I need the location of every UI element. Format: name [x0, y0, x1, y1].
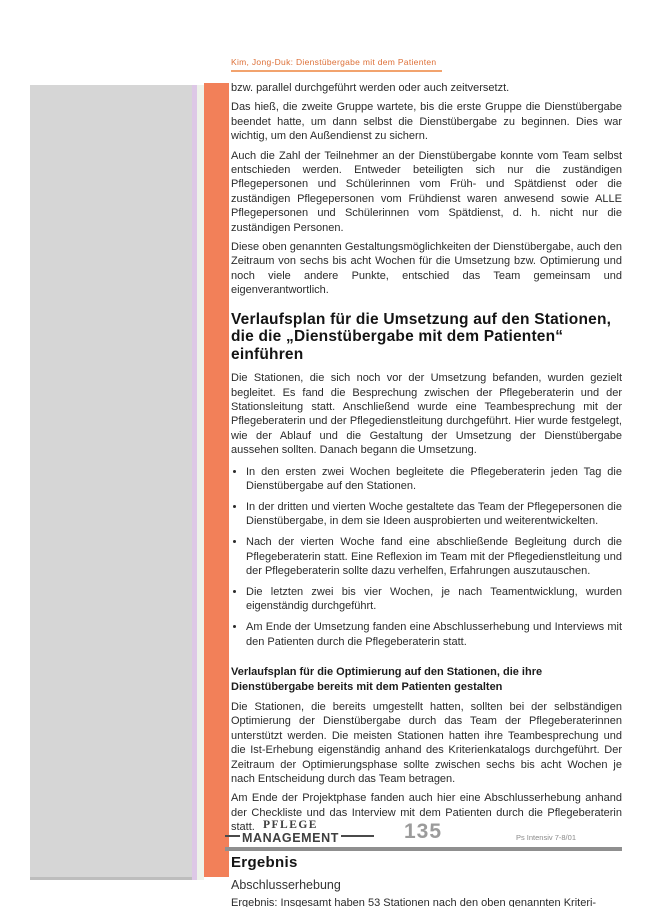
bullet-item: • In der dritten und vierten Woche gestaltete das Team der Pflegepersonen die Dienstübergabe, in dem sie Ideen ausprobierten und weiterentwickelten. [246, 500, 622, 529]
section2-paragraph: Am Ende der Projektphase fanden auch hier eine Abschlusserhebung anhand der Checkliste und das Interview mit dem Patienten durch die Pflegeberaterin statt. [231, 792, 622, 834]
pflege-management-logo [225, 820, 374, 844]
umsetzung-bullet-list [231, 465, 622, 649]
intro-paragraph: Diese oben genannten Gestaltungsmöglichkeiten der Dienstübergabe, auch den Zeitraum von sechs bis acht Wochen für die Umsetzung bzw. Optimierung und noch viele andere Punkte, entschied das Team gemeinsam und eigenverantwortlich. [231, 241, 622, 297]
bullet-item: • In den ersten zwei Wochen begleitete die Pflegeberaterin jeden Tag die Dienstübergabe auf den Stationen. [246, 465, 622, 494]
section3-paragraph: Ergebnis: Insgesamt haben 53 Stationen nach den oben genannten Kriteri- [231, 896, 597, 907]
section-heading-ergebnis: Ergebnis [231, 853, 298, 871]
logo-text-pflege: PFLEGE [262, 819, 318, 831]
logo-rule-right [341, 835, 374, 837]
accent-strip-mint [197, 85, 204, 880]
subheading-abschlusserhebung: Abschlusserhebung [231, 877, 341, 892]
logo-text-management: MANAGEMENT [242, 830, 339, 845]
page-footer [225, 820, 622, 851]
logo-rule-left [225, 835, 240, 837]
section-heading-optimierung: Verlaufsplan für die Optimierung auf den Stationen, die ihre Dienstübergabe bereits mit dem Patienten gestalten [231, 666, 543, 693]
article-text-column [231, 52, 622, 907]
running-header: Kim, Jong-Duk: Dienstübergabe mit dem Patienten [231, 57, 442, 72]
issue-label: Ps Intensiv 7-8/01 [515, 832, 576, 842]
accent-bar-orange [204, 83, 229, 877]
left-gray-panel [30, 85, 192, 880]
footer-rule [225, 847, 622, 851]
intro-paragraph: bzw. parallel durchgeführt werden oder auch zeitversetzt. [231, 82, 510, 94]
intro-paragraph: Das hieß, die zweite Gruppe wartete, bis die erste Gruppe die Dienstübergabe beendet hatte, um dann selbst die Dienstübergabe zu beginnen. Dies war wichtig, um den Außendienst zu sichern. [231, 101, 622, 143]
bullet-item: • Die letzten zwei bis vier Wochen, je nach Teamentwicklung, wurden eigenständig durchgeführt. [246, 585, 622, 614]
section1-paragraph: Die Stationen, die sich noch vor der Umsetzung befanden, wurden gezielt begleitet. Es fand die Besprechung zwischen der Pflegeberaterin und der Stationsleitung statt. Anschließend wurde eine Teambesprechung mit der Pflegeberaterin und der Pflegedienstleitung durchgeführt. Hier wurde festgelegt, wie der Ablauf und die Gestaltung der Umsetzung der Dienstübergabe aussehen sollten. Danach begann die Umsetzung. [231, 372, 622, 457]
bullet-item: • Am Ende der Umsetzung fanden eine Abschlusserhebung und Interviews mit den Patienten durch die Pflegeberaterin statt. [246, 620, 622, 649]
bullet-item: • Nach der vierten Woche fand eine abschließende Begleitung durch die Pflegeberaterin statt. Eine Reflexion im Team mit der Pflegedienstleitung und der Pflegeberaterin sollte dazu verhelfen, Erfahrungen auszutauschen. [246, 535, 622, 578]
intro-paragraph: Auch die Zahl der Teilnehmer an der Dienstübergabe konnte vom Team selbst entschieden werden. Entweder beteiligten sich nur die zuständigen Pflegepersonen und Schülerinnen vom Früh- und Spätdienst oder die zuständigen Pflegepersonen vom Frühdienst waren anwesend sowie ALLE Pflegepersonen und Schülerinnen vom Spätdienst, d. h. nicht nur die zuständigen Personen. [231, 149, 622, 234]
section-heading-umsetzung: Verlaufsplan für die Umsetzung auf den Stationen, die die „Dienstübergabe mit dem Patienten“ einführen [231, 310, 612, 363]
section2-paragraph: Die Stationen, die bereits umgestellt hatten, sollten bei der selbständigen Optimierung der Dienstübergabe durch das Team der Pflegeberaterinnen unterstützt werden. Die meisten Stationen hatten ihre Teambesprechung und die Ist-Erhebung eigenständig anhand des Kriterienkatalogs durchgeführt. Der Zeitraum der Optimierungsphase sollte zwischen sechs bis acht Wochen je nach Entscheidung durch das Team betragen. [231, 700, 622, 785]
page-number: 135 [403, 820, 443, 843]
